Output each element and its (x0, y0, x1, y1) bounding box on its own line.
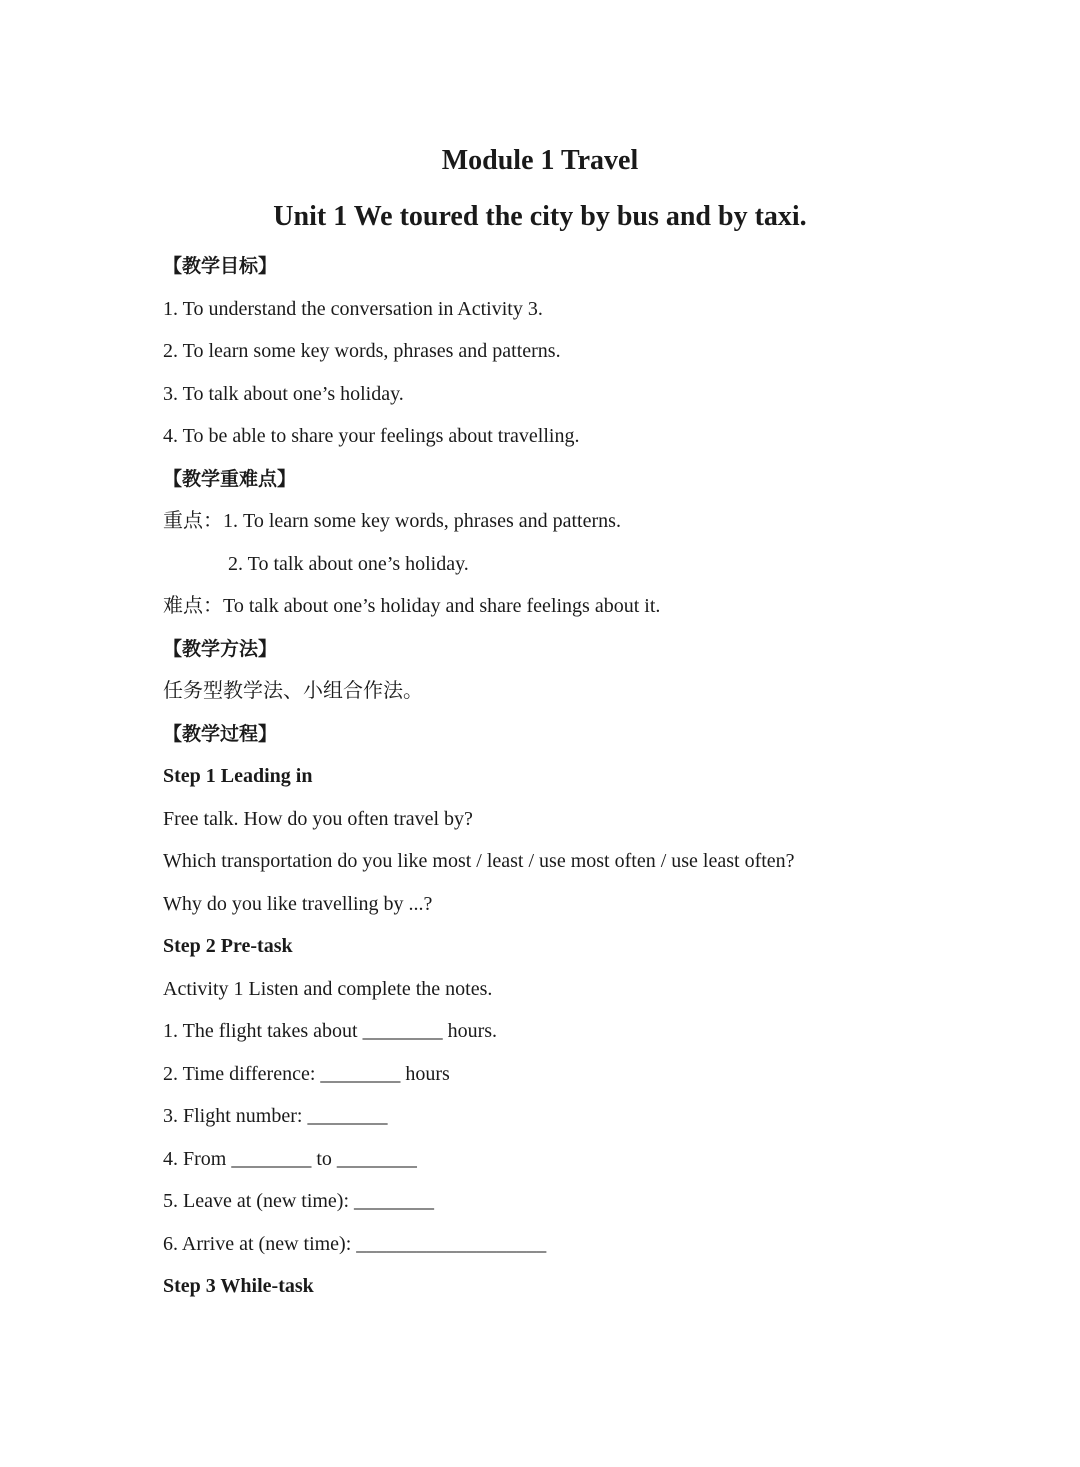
section-heading-objectives: 【教学目标】 (163, 255, 278, 277)
note-item: 3. Flight number: ________ (163, 1105, 388, 1127)
step-line: Which transportation do you like most / least / use most often / use least often? (163, 850, 795, 872)
note-item: 5. Leave at (new time): ________ (163, 1190, 435, 1212)
step-title: Step 3 While-task (163, 1275, 314, 1297)
step-line: Free talk. How do you often travel by? (163, 808, 473, 830)
section-heading-process: 【教学过程】 (163, 723, 278, 745)
key-point-line: 重点：1. To learn some key words, phrases and patterns. (163, 510, 621, 532)
objective-item: 4. To be able to share your feelings about travelling. (163, 425, 580, 447)
document-subtitle: Unit 1 We toured the city by bus and by taxi. (273, 201, 807, 232)
difficult-point-line: 难点：To talk about one’s holiday and share feelings about it. (163, 595, 661, 617)
note-item: 4. From ________ to ________ (163, 1148, 417, 1170)
step-title: Step 1 Leading in (163, 765, 313, 787)
note-item: 2. Time difference: ________ hours (163, 1063, 450, 1085)
section-heading-methods: 【教学方法】 (163, 638, 278, 660)
key-point-line: 2. To talk about one’s holiday. (228, 553, 469, 575)
section-heading-key-points: 【教学重难点】 (163, 468, 297, 490)
methods-text: 任务型教学法、小组合作法。 (163, 680, 423, 702)
step-title: Step 2 Pre-task (163, 935, 293, 957)
activity-instruction: Activity 1 Listen and complete the notes. (163, 978, 493, 1000)
document-title: Module 1 Travel (441, 145, 639, 176)
note-item: 1. The flight takes about ________ hours. (163, 1020, 498, 1042)
objective-item: 3. To talk about one’s holiday. (163, 383, 404, 405)
objective-item: 2. To learn some key words, phrases and patterns. (163, 340, 561, 362)
step-line: Why do you like travelling by ...? (163, 893, 433, 915)
note-item: 6. Arrive at (new time): ___________________ (163, 1233, 547, 1255)
objective-item: 1. To understand the conversation in Activity 3. (163, 298, 543, 320)
